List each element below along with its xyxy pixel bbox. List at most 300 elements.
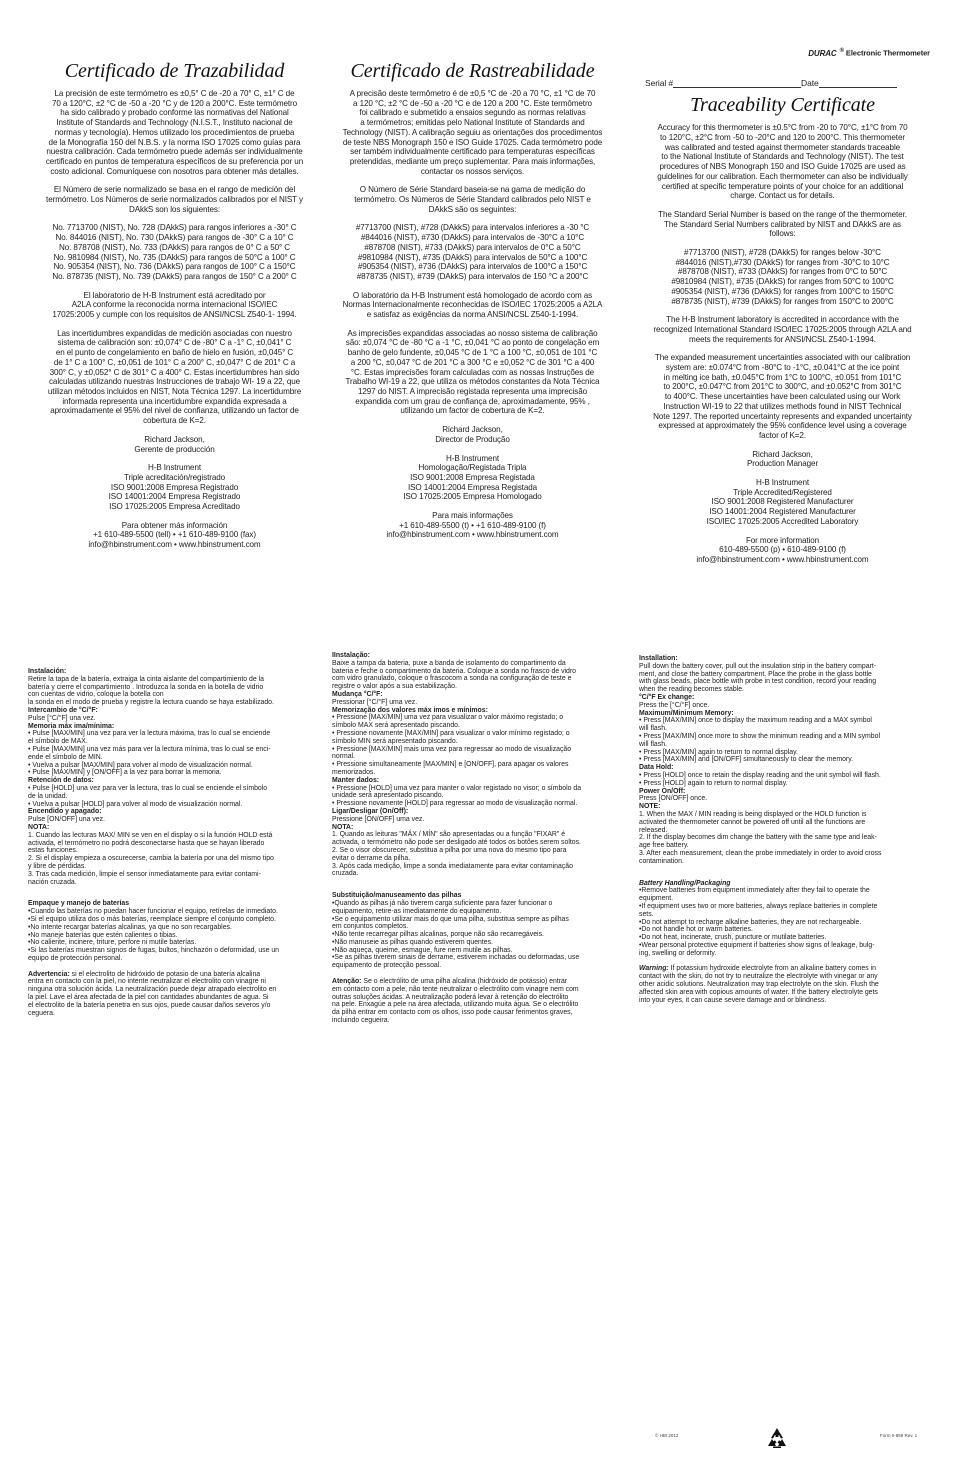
instruction-line: nación cruzada. (28, 878, 77, 886)
cert-line: ISO 17025:2005 Empresa Acreditado (109, 502, 240, 512)
instruction-line: •Remove batteries from equipment immediately after they fail to operate the (639, 887, 870, 895)
instruction-line: when the reading becomes stable. (639, 686, 744, 694)
cert-line: #905354 (NIST), #736 (DAkkS) para intervalos de 100°C a 150°C (357, 262, 588, 272)
section-heading: IInstalação: (332, 652, 370, 659)
cert-line: certificado en puntos de temperatura específicos de su preferencia por un (45, 156, 304, 166)
cert-line: O Número de Série Standard baseia-se na gama de medição do (359, 185, 586, 195)
recycle-icon (764, 1426, 790, 1452)
instruction-line: equipment. (639, 895, 674, 903)
instruction-line: •Si el equipo utiliza dos o más baterías, reemplace siempre el conjunto completo. (28, 915, 276, 923)
cert-line: de 1° C a 100° C, ±0,051 de 101° C a 200° C, ±0,047° C de 201° C a (53, 357, 296, 367)
cert-line: El Número de serie normalizado se basa en el rango de medición del (53, 185, 296, 195)
section-heading: Maximum/Minimum Memory: (639, 709, 734, 717)
cert-paragraph (325, 511, 620, 540)
spanish-cert-title: Certificado de Trazabilidad (64, 60, 285, 82)
cert-line: a termómetros; emitidas pelo National Institute of Standards and (360, 118, 585, 128)
instruction-line: •Do not handle hot or warm batteries. (639, 926, 753, 934)
instruction-line: Press [ON/OFF] once. (639, 795, 708, 803)
english-cert-title: Traceability Certificate (690, 94, 875, 117)
instruction-line: • Vuelva a pulsar [HOLD] para volver al modo de visualización normal. (28, 800, 243, 808)
instruction-line: la sonda en el modo de prueba y registre la lectura cuando se haya estabilizado. (28, 699, 274, 707)
cert-line: No. 878735 (NIST), No. 739 (DAkkS) para rangos de 150° C a 200° C (52, 271, 297, 281)
cert-paragraph (22, 89, 327, 176)
instruction-line: ing, swelling or deformity. (639, 949, 717, 957)
instruction-line: incluindo cegueira. (332, 1017, 390, 1025)
cert-line: de teste NBS Monograph 150 e ISO Guide 17025. Cada termómetro pode (342, 137, 603, 147)
instruction-line: • Pressione [MAX/MIN] mais uma vez para regressar ao modo de visualização (332, 745, 572, 753)
product-name: Electronic Thermometer (845, 48, 930, 58)
section-heading: Empaque y manejo de baterías (28, 900, 130, 908)
instruction-line: age free battery. (639, 842, 689, 850)
section-heading: Memorização dos valores máx imos e mínimos: (332, 706, 488, 714)
cert-paragraph (325, 89, 620, 176)
serial-field[interactable] (673, 87, 801, 88)
instruction-line: will flash. (639, 740, 667, 748)
portuguese-cert-title: Certificado de Rastreabilidade (350, 60, 595, 82)
cert-line: Accuracy for this thermometer is ±0.5°C from -20 to 70°C, ±1°C from 70 (657, 123, 908, 133)
cert-line: 70 a 120°C, ±2 °C de -50 a -20 °C y de 120 a 200°C. Este termómetro (51, 98, 298, 108)
instruction-line: outras soluções ácidas. A neutralização poderá levar à retenção do electrólito (332, 993, 569, 1001)
cert-line: 17025:2005 y cumple con los requisitos de ANSI/NCSL Z540-1- 1994. (52, 310, 297, 320)
cert-line: Institute of Standards and Technology (N.I.S.T., Instituto nacional de (56, 118, 293, 128)
cert-line: in melting ice bath, ±0.045°C from 1°C to 100°C, ±0.051 from 101°C (663, 372, 902, 382)
cert-line: Triple acreditación/registrado (123, 472, 226, 482)
cert-line: ISO 9001:2008 Registered Manufacturer (711, 497, 854, 507)
cert-line: ha sido calibrado y probado conforme las normativas del National (60, 108, 289, 118)
cert-paragraph (635, 478, 930, 527)
warning-label: Atenção: (332, 978, 362, 986)
instruction-line: •No caliente, incinere, triture, perfore ni mutile baterías. (28, 939, 197, 947)
instruction-line: • Pulse [HOLD] una vez para ver la lectura, tras lo cual se enciende el símbolo (28, 784, 268, 792)
cert-paragraph (635, 353, 930, 440)
cert-line: 610-489-5500 (p) • 610-489-9100 (f) (719, 545, 846, 555)
section-heading: Data Hold: (639, 764, 674, 772)
cert-line: #844016 (NIST),#730 (DAkkS) for ranges from -30°C to 10°C (675, 257, 890, 267)
instruction-line: símbolo MIN será apresentado piscando. (332, 737, 458, 745)
instruction-line: 3. Após cada medição, limpe a sonda imediatamente para evitar contaminação (332, 862, 573, 870)
instruction-line: batería y cierre el compartimiento . Introduzca la sonda en la botella de vidrio (28, 683, 264, 691)
cert-line: No. 844016 (NIST), No. 730 (DAkkS) para rangos de -30° C a 10° C (55, 233, 294, 243)
cert-line: Las incertidumbres expandidas de medición asociadas con nuestro (57, 328, 292, 338)
cert-line: certified at specific temperature points of your choice for an additional (661, 181, 904, 191)
cert-line: DAkkS son los siguientes: (128, 204, 221, 214)
cert-line: Gerente de producción (134, 444, 215, 454)
cert-line: Homologação/Registada Tripla (418, 463, 527, 473)
instruction-line: estas funciones. (28, 847, 78, 855)
cert-line: Production Manager (746, 459, 819, 469)
cert-line: Normas Internacionalmente reconhecidas de ISO/IEC 17025:2005 a A2LA (342, 300, 603, 310)
instruction-line: •No maneje baterías que estén calientes o tibias. (28, 931, 178, 939)
instruction-line: 3. After each measurement, clean the probe immediately in order to avoid cross (639, 849, 882, 857)
instruction-line: activated the thermometer cannot be powered off until all the functions are (639, 818, 866, 826)
cert-paragraph (635, 248, 930, 306)
cert-line: info@hbinstrument.com • www.hbinstrument.com (88, 540, 261, 550)
instruction-line: evitar o derrame da pilha. (332, 854, 411, 862)
cert-line: ISO 9001:2008 Empresa Registrado (110, 482, 239, 492)
section-heading: Installation: (639, 655, 678, 662)
instruction-line: bateria e feche o compartimento da bateria. Coloque a sonda no frasco de vidro (332, 667, 577, 675)
cert-line: #878735 (NIST), #739 (DAkkS) para intervalos de 150 °C a 200°C (356, 271, 589, 281)
cert-line: As imprecisões expandidas associadas ao nosso sistema de calibração (347, 328, 598, 338)
cert-paragraph (325, 223, 620, 281)
cert-paragraph (635, 123, 930, 201)
cert-line: O laboratório da H-B Instrument está homologado de acordo com as (352, 290, 593, 300)
instruction-line: normal. (332, 753, 355, 761)
cert-line: aproximadamente el 95% del nivel de confianza, utilizando un factor de (50, 406, 299, 416)
instruction-line: símbolo MAX será apresentado piscando. (332, 722, 460, 730)
cert-paragraph (635, 315, 930, 344)
spacer (28, 886, 320, 900)
instruction-line: con cuentas de vidrio, coloque la botella con (28, 691, 164, 699)
durac-logo: DURAC (808, 48, 837, 58)
instruction-line: other acidic solutions. Neutralization may trap electrolyte on the skin. Flush the (639, 981, 879, 989)
cert-line: cobertura de K=2. (143, 416, 206, 426)
cert-paragraph (635, 210, 930, 239)
date-field[interactable] (819, 87, 897, 88)
instruction-line: activada, el termómetro no podrá desconectarse hasta que se hayan liberado (28, 839, 265, 847)
cert-line: #878735 (NIST), #739 (DAkkS) for ranges from 150°C to 200°C (671, 296, 894, 306)
instruction-line: ende el símbolo de MIN. (28, 753, 103, 761)
cert-line: termómetro. Los Números de serie normalizados calibrados por el NIST y (46, 195, 303, 205)
instruction-line: Pull down the battery cover, pull out the insulation strip in the battery compart- (639, 662, 877, 670)
instruction-line: • Pressione novamente [MAX/MIN] para visualizar o valor mínimo registado; o (332, 729, 570, 737)
cert-line: follows: (769, 229, 796, 239)
instruction-line: de la unidad. (28, 792, 68, 800)
section-heading: Retención de datos: (28, 777, 94, 785)
instruction-line: •Si las baterías muestran signos de fugas, bultos, hinchazón o deformidad, use un (28, 947, 280, 955)
cert-line: e satisfaz as exigências da norma ANSI/NCSL Z540-1-1994. (366, 310, 579, 320)
cert-line: to 400°C. These uncertainties have been calculated using our Work (664, 392, 901, 402)
instruction-line: • Press [MAX/MIN] again to return to normal display. (639, 748, 798, 756)
warning-line: Advertencia: si el electrolito de hidróxido de potasio de una batería alcalina (28, 970, 261, 978)
cert-line: expressed at approximately the 95% confidence level using a coverage (658, 421, 907, 431)
cert-line: Trabalho WI-19 a 22, que utiliza os métodos constantes da Nota Técnica (345, 377, 600, 387)
cert-line: meets the requirements for ANSI/NCSL Z540-1-1994. (689, 334, 876, 344)
cert-line: expandida com um grau de confiança de, aproximadamente, 95% , (355, 396, 590, 406)
cert-line: 300° C, y ±0,052° C de 301° C a 400° C. Estas incertidumbres han sido (49, 367, 300, 377)
english-cert-body (635, 123, 930, 564)
cert-paragraph (325, 185, 620, 214)
instruction-line: with glass beads, place bottle with probe in test condition, record your reading (639, 678, 877, 686)
cert-paragraph (325, 425, 620, 444)
instruction-line: •No intente recargar baterías alcalinas, ya que no son recargables. (28, 923, 232, 931)
cert-paragraph (22, 223, 327, 281)
instruction-line: • Press [HOLD] once to retain the display reading and the unit symbol will flash. (639, 771, 881, 779)
instruction-line: •Do not heat, incinerate, crush, puncture or mutilate batteries. (639, 934, 827, 942)
cert-line: No. 9810984 (NIST), No. 735 (DAkkS) para rangos de 50°C a 100° C (53, 252, 296, 262)
instruction-line: activada, o termómetro não pode ser desligado até todos os botões serem soltos. (332, 839, 581, 847)
english-certificate (635, 48, 930, 574)
instruction-line: com vidro granulado, coloque o frascocom a sonda na configuração de teste e (332, 675, 572, 683)
cert-line: DAkkS são os seguintes: (428, 204, 517, 214)
cert-line: #9810984 (NIST), #735 (DAkkS) for ranges from 50°C to 100°C (671, 277, 894, 287)
cert-line: utilizan métodos incluidos en NIST, Nota Técnica 1297. La incertidumbre (47, 386, 302, 396)
cert-line: was calibrated and tested against thermometer standards traceable (664, 142, 901, 152)
cert-line: informada representa una incertidumbre expandida expresada a (62, 396, 287, 406)
cert-line: charge. Contact us for details. (730, 191, 835, 201)
instruction-line: • Pulse [MAX/MIN] una vez más para ver la lectura mínima, tras lo cual se enci- (28, 745, 271, 753)
cert-line: #7713700 (NIST), #728 (DAkkS) for ranges below -30°C (684, 248, 881, 258)
instruction-line: Pressione [ON/OFF] uma vez. (332, 815, 425, 823)
cert-line: guidelines for our calibration. Each thermometer can also be individually (657, 171, 908, 181)
instruction-line: •Quando as pilhas já não tiverem carga suficiente para fazer funcionar o (332, 899, 553, 907)
cert-line: Richard Jackson, (442, 425, 503, 435)
cert-paragraph (22, 463, 327, 512)
cert-line: ISO 9001:2008 Empresa Registada (410, 472, 535, 482)
instruction-line: contamination. (639, 857, 684, 865)
cert-line: info@hbinstrument.com • www.hbinstrument.com (696, 555, 869, 564)
cert-line: Director de Produção (435, 434, 510, 444)
cert-line: são: ±0,074 °C de -80 °C a -1 °C, ±0,041 °C ao ponto de congelação em (345, 338, 600, 348)
cert-line: °C. Estas imprecisões foram calculadas com as nossas Instruções de (350, 367, 595, 377)
warning-line: Atenção: Se o electrólito de uma pilha alcalina (hidróxido de potássio) entrar (332, 978, 568, 986)
cert-line: El laboratorio de H-B Instrument está acreditado por (83, 290, 266, 300)
cert-line: Note 1297. The reported uncertainty represents and expanded uncertainty (653, 411, 912, 421)
spacer (332, 970, 624, 978)
cert-paragraph (22, 185, 327, 214)
cert-line: #878708 (NIST), #733 (DAkkS) para intervalos de 0°C a 50°C (364, 242, 581, 252)
instruction-line: ment, and close the battery compartment. Place the probe in the glass bottle (639, 670, 872, 678)
instruction-line: • Pressione novamente [HOLD] para regressar ao modo de visualização normal. (332, 800, 578, 808)
cert-line: The Standard Serial Number is based on the range of the thermometer. (658, 209, 907, 219)
instruction-line: na pele. Enxagúe a pele na área afectada, utilizando muita água. Se o electrólito (332, 1001, 579, 1009)
warning-label: Advertencia: (28, 970, 70, 978)
spacer (639, 957, 931, 965)
cert-line: de la Monografía 150 del N.B.S. y la norma ISO 17025 como guías para (48, 137, 301, 147)
instruction-line: released. (639, 826, 668, 834)
section-heading: Instalación: (28, 668, 67, 675)
cert-paragraph (635, 536, 930, 565)
cert-line: utilizando um factor de cobertura de K=2. (400, 406, 545, 416)
cert-line: procedures of NBS Monograph 150 and ISO Guide 17025 are used as (659, 162, 906, 172)
instruction-line: • Press [MAX/MIN] and [ON/OFF] simultaneously to clear the memory. (639, 756, 854, 764)
cert-line: Para mais informações (432, 511, 513, 521)
cert-paragraph (22, 329, 327, 426)
instruction-line: y libre de pérdidas. (28, 862, 87, 870)
cert-paragraph (325, 329, 620, 416)
instruction-line: equipo de protección personal. (28, 954, 123, 962)
cert-line: calculadas utilizando nuestras Instrucciones de trabajo WI- 19 a 22, que (48, 377, 301, 387)
instruction-line: •Se as pilhas tiverem sinais de derrame, estiverem inchadas ou deformadas, use (332, 954, 580, 962)
cert-line: foi calibrado e submetido a ensaios segundo as normas relativas (359, 108, 586, 118)
instruction-line: contact with the skin, do not try to neutralize the electrolyte with vinegar or any (639, 973, 878, 981)
cert-line: Richard Jackson, (752, 449, 813, 459)
instruction-line: 1. Cuando las lecturas MAX/ MIN se ven en el display o si la función HOLD está (28, 831, 273, 839)
cert-line: system are: ±0.074°C from -80°C to -1°C, ±0.041°C at the ice point (665, 363, 900, 373)
serial-date-line (645, 78, 930, 88)
instruction-line: •Wear personal protective equipment if batteries show signs of leakage, bulg- (639, 941, 875, 949)
instruction-line: em conjuntos completos. (332, 923, 409, 931)
cert-line: #878708 (NIST), #733 (DAkkS) for ranges from 0°C to 50°C (677, 267, 888, 277)
cert-paragraph (22, 435, 327, 454)
instruction-line: •Não manuseie as pilhas quando estiverem quentes. (332, 938, 493, 946)
cert-line: A precisão deste termômetro é de ±0,5 °C de -20 a 70 °C, ±1 °C de 70 (349, 89, 596, 98)
instruction-line: •Não tente recarregar pilhas alcalinas, porque não são recarregáveis. (332, 931, 544, 939)
instruction-line: • Pressione [HOLD] uma vez para manter o valor registado no visor; o símbolo da (332, 784, 582, 792)
instruction-line: equipamento, retire-as imediatamente do equipamento. (332, 907, 502, 915)
cert-line: #9810984 (NIST), #735 (DAkkS) para intervalos de 50°C a 100°C (357, 252, 588, 262)
instruction-line: • Vuelva a pulsar [MAX/MIN] para volver al modo de visualización normal. (28, 761, 253, 769)
section-heading: Memoria máx ima/mínima: (28, 722, 115, 730)
instruction-line: •If equipment uses two or more batteries, always replace batteries in complete (639, 902, 878, 910)
cert-line: ISO 14001:2004 Empresa Registrado (108, 492, 241, 502)
cert-line: H-B Instrument (147, 463, 202, 473)
section-heading: Ligar/Desligar (On/Off): (332, 807, 409, 815)
spanish-certificate (22, 60, 327, 559)
instruction-line: •Cuando las baterías no puedan hacer funcionar el equipo, retírelas de inmediato. (28, 908, 278, 916)
section-heading: °C/°F Ex change: (639, 693, 695, 701)
instruction-line: affected skin area with copious amounts of water. If the battery electrolyte gets (639, 988, 878, 996)
cert-line: Para obtener más información (121, 520, 228, 530)
instruction-line: Pressionar [°C/°F] uma vez. (332, 698, 418, 706)
serial-label: Serial # (645, 78, 674, 89)
cert-line: ISO 14001:2004 Registered Manufacturer (709, 507, 856, 517)
instruction-line: unidade será apresentado piscando. (332, 792, 444, 800)
cert-line: Technology (NIST). A calibração seguiu as orientações dos procedimentos (342, 127, 603, 137)
instruction-line: • Press [MAX/MIN] once more to show the minimum reading and a MIN symbol (639, 732, 880, 740)
cert-line: #7713700 (NIST), #728 (DAkkS) para intervalos inferiores a -30 °C (355, 223, 590, 233)
copyright: © HBI 2012 (655, 1433, 679, 1438)
cert-line: H-B Instrument (755, 478, 810, 488)
instruction-line: 1. Quando as leituras "MÁX / MÍN" são apresentadas ou a função "FIXAR" é (332, 831, 566, 839)
cert-line: A2LA conforme la reconocida norma internacional ISO/IEC (71, 300, 278, 310)
cert-line: costo adicional. Comuníquese con nosotros para obtener más detalles. (50, 166, 299, 176)
brand-line (635, 48, 930, 58)
cert-line: normas y tecnología). Hemos utilizado los procedimientos de prueba (54, 127, 295, 137)
cert-line: H-B Instrument (445, 453, 500, 463)
instruction-line: em contacto com a pele, não tente neutralizar o electrólito com vinagre nem com (332, 985, 579, 993)
cert-line: #905354 (NIST), #736 (DAkkS) for ranges from 100°C to 150°C (671, 286, 894, 296)
cert-paragraph (635, 450, 930, 469)
cert-line: sistema de calibración son: ±0,074° C de -80° C a -1° C, ±0,041° C (57, 338, 292, 348)
cert-line: The H-B Instrument laboratory is accredited in accordance with the (666, 315, 899, 325)
instruction-line: 2. Si el display empieza a oscurecerse, cambia la batería por una del mismo tipo (28, 855, 274, 863)
cert-line: La precisión de este termómetro es ±0,5° C de -20 a 70° C, ±1° C de (54, 89, 295, 98)
spacer (332, 878, 624, 892)
instruction-line: •Se o equipamento utilizar mais do que uma pilha, substitua sempre as pilhas (332, 915, 569, 923)
cert-line: recognized International Standard ISO/IEC 17025:2005 through A2LA and (653, 324, 912, 334)
spanish-cert-body (22, 89, 327, 550)
instruction-line: 2. If the display becomes dim change the battery with the same type and leak- (639, 834, 877, 842)
warning-line: Warning: If potassium hydroxide electrolyte from an alkaline battery comes in (639, 965, 876, 973)
section-heading: Power On/Off: (639, 787, 686, 795)
cert-line: No. 7713700 (NIST), No. 728 (DAkkS) para rangos inferiores a -30° C (52, 223, 297, 233)
cert-line: For more information (745, 535, 820, 545)
cert-line: to the National Institute of Standards and Technology (NIST). The test (661, 152, 904, 162)
cert-line: termómetro. Os Números de Série Standard calibrados pelo NIST e (354, 195, 591, 205)
instruction-line: el símbolo de MAX. (28, 738, 88, 746)
cert-line: #844016 (NIST), #730 (DAkkS) para intervalos de -30°C a 10°C (360, 233, 585, 243)
cert-line: Triple Accredited/Registered (733, 487, 832, 497)
instruction-line: • Pulse [MAX/MIN] y [ON/OFF] a la vez para borrar la memoria. (28, 769, 222, 777)
registered-mark-icon: ® (839, 48, 844, 54)
cert-line: No. 878708 (NIST), No. 733 (DAkkS) para rangos de 0° C a 50° C (58, 242, 291, 252)
cert-line: pretendidas, mediante um preço suplementar. Para mais informações, (349, 156, 596, 166)
instruction-line: memorizados. (332, 768, 376, 776)
instruction-line: entra en contacto con la piel, no intente neutralizar el electrolito con vinagre ni (28, 978, 266, 986)
instruction-line: registre o valor após a sua estabilização. (332, 683, 457, 691)
portuguese-instructions (332, 652, 624, 1025)
instruction-line: da pilha entrar em contacto com os olhos, isso pode causar ferimentos graves, (332, 1009, 573, 1017)
portuguese-certificate (325, 60, 620, 549)
cert-line: to 200°C, ±0.047°C from 201°C to 300°C, and ±0.052°C from 301°C (663, 382, 902, 392)
cert-line: The expanded measurement uncertainties associated with our calibration (654, 353, 911, 363)
cert-line: factor of K=2. (759, 430, 806, 440)
cert-line: 1297 do NIST. A imprecisão registada representa uma imprecisão (357, 386, 588, 396)
instruction-line: equipamento de protecção pessoal. (332, 962, 442, 970)
instruction-line: Pulse [ON/OFF] una vez. (28, 816, 105, 824)
cert-line: +1 610-489-5500 (t) • +1 610-489-9100 (f) (399, 520, 546, 530)
instruction-line: •Do not attempt to recharge alkaline batteries, they are not rechargeable. (639, 918, 862, 926)
spanish-instructions (28, 668, 320, 1017)
cert-line: to 120°C, ±2°C from -50 to -20°C and 120 to 200°C. This thermometer (660, 132, 905, 142)
instruction-line: 1. When the MAX / MIN reading is being displayed or the HOLD function is (639, 810, 867, 818)
cert-line: en el punto de congelamiento en baño de hielo en fusión, ±0,045° C (55, 348, 294, 358)
instruction-line: Pulse [°C/°F] una vez. (28, 714, 96, 722)
section-heading: NOTE: (639, 803, 661, 811)
section-heading: Substituição/manuseamento das pilhas (332, 892, 462, 900)
cert-line: No. 905354 (NIST), No. 736 (DAkkS) para rangos de 100° C a 150°C (53, 262, 296, 272)
section-heading: Mudança °C/°F: (332, 690, 383, 698)
section-heading: Battery Handling/Packaging (639, 879, 731, 887)
instruction-line: Press the [°C/°F] once. (639, 701, 710, 709)
section-heading: Encendido y apagado: (28, 808, 102, 816)
instruction-line: sets. (639, 910, 654, 918)
portuguese-cert-body (325, 89, 620, 540)
cert-line: a 200 °C, ±0,047 °C de 201 °C a 300 °C e ±0,052 °C de 301 °C a 400 (350, 357, 595, 367)
instruction-line: ninguna otra solución ácida. La neutralización puede dejar atrapado electrolito en (28, 986, 277, 994)
cert-line: The Standard Serial Numbers calibrated by NIST and DAkkS are as (664, 219, 901, 229)
warning-label: Warning: (639, 965, 669, 973)
instruction-line: • Pulse [MAX/MIN] una vez para ver la lectura máxima, tras lo cual se enciende (28, 730, 271, 738)
cert-line: ISO/IEC 17025:2005 Accredited Laboratory (706, 516, 859, 526)
cert-line: Richard Jackson, (144, 434, 205, 444)
cert-line: Instruction WI-19 to 22 that utilizes methods found in NIST Technical (663, 401, 902, 411)
instruction-line: Retire la tapa de la batería, extraiga la cinta aislante del compartimiento de la (28, 675, 264, 683)
cert-paragraph (22, 291, 327, 320)
section-heading: Manter dados: (332, 776, 380, 784)
cert-line: nuestra calibración. Cada termómetro puede además ser individualmente (46, 147, 303, 157)
instruction-line: •Não aqueça, queime, esmague, fure nem mutile as pilhas. (332, 946, 513, 954)
instruction-line: into your eyes, it can cause severe damage and or blindness. (639, 996, 827, 1004)
instruction-line: el electrolito de la batería penetra en sus ojos, puede causar daños severos y/o (28, 1001, 271, 1009)
instruction-line: ceguera. (28, 1009, 55, 1017)
section-heading: NOTA: (28, 823, 50, 831)
form-number: Form II-859 Rev. 1 (880, 1433, 918, 1438)
spacer (639, 866, 931, 880)
cert-line: contactar os nossos serviços. (420, 166, 525, 176)
section-heading: Intercambio de °C/°F: (28, 706, 98, 714)
instruction-line: • Press [HOLD] again to return to normal display. (639, 779, 788, 787)
instruction-line: • Pressione simultaneamente [MAX/MIN] e [ON/OFF], para apagar os valores (332, 761, 569, 769)
cert-line: ser também individualmente certificado para temperaturas específicas (350, 147, 595, 157)
cert-paragraph (325, 454, 620, 503)
instruction-line: la piel. Lave el área afectada de la piel con cantidades abundantes de agua. Si (28, 994, 269, 1002)
instruction-line: 2. Se o visor obscurecer, substitua a pilha por uma nova do mesmo tipo para (332, 846, 567, 854)
spacer (28, 963, 320, 971)
instruction-line: 3. Tras cada medición, limpie el sensor inmediatamente para evitar contami- (28, 870, 261, 878)
cert-line: ISO 14001:2004 Empresa Registada (407, 482, 538, 492)
instruction-line: • Press [MAX/MIN] once to display the maximum reading and a MAX symbol (639, 717, 872, 725)
english-instructions (639, 655, 931, 1004)
section-heading: NOTA: (332, 823, 354, 831)
instruction-line: Baixe a tampa da bateria, puxe a banda de isolamento do compartimento da (332, 659, 566, 667)
cert-line: +1 610-489-5500 (tell) • +1 610-489-9100 (fax) (93, 530, 256, 540)
cert-line: info@hbinstrument.com • www.hbinstrument.com (386, 530, 559, 540)
cert-line: a 120 °C, ±2 °C de -50 a -20 °C e de 120 a 200 °C. Este termômetro (353, 98, 592, 108)
instruction-line: cruzada. (332, 870, 359, 878)
cert-line: banho de gelo fundente, ±0,045 °C de 1 °C a 100 °C, ±0,051 de 101 °C (347, 348, 598, 358)
